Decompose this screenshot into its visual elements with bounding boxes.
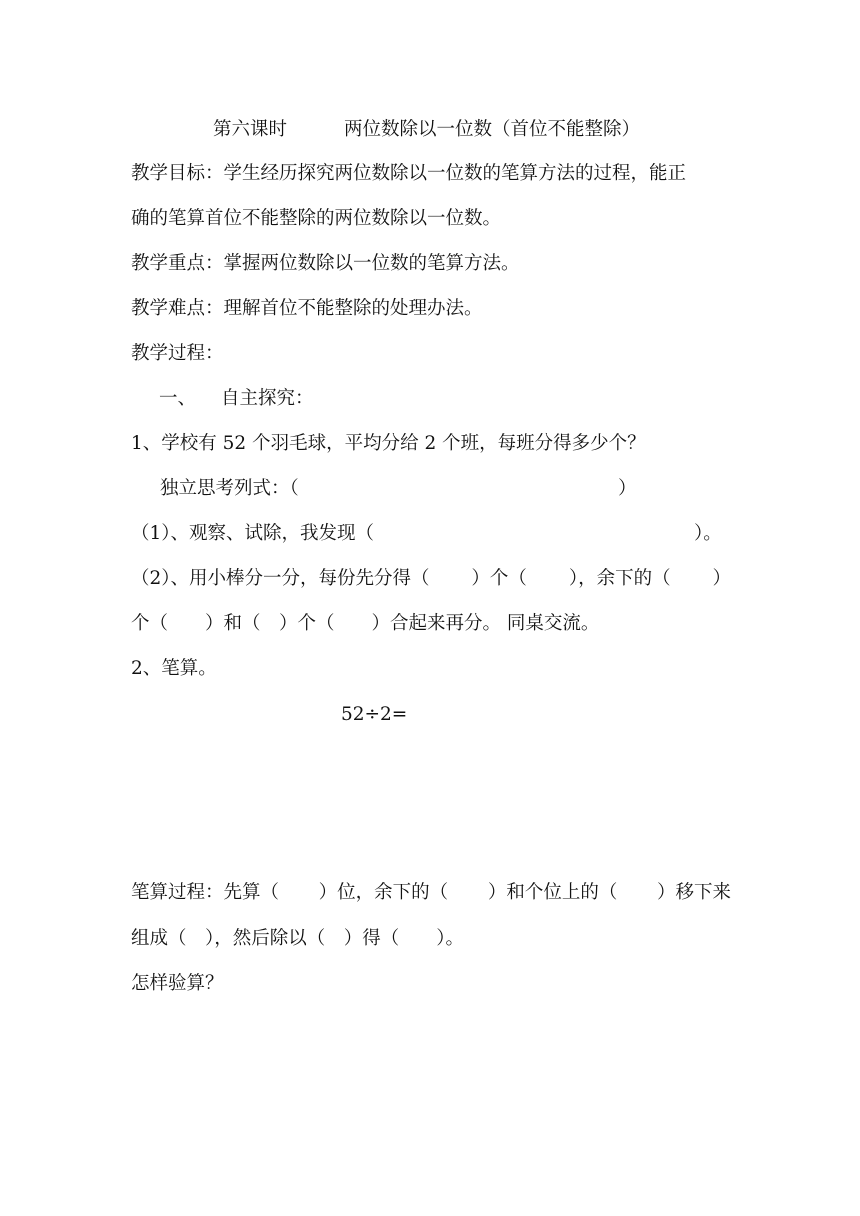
stick-part-3: ），余下的（: [568, 568, 671, 589]
section-title: 自主探究：: [221, 388, 314, 409]
lesson-label: 第六课时: [213, 119, 288, 140]
process-part-3: ）和个位上的（: [487, 882, 618, 903]
stick-part-4: ）: [712, 568, 731, 589]
stick-line-1: [131, 566, 731, 592]
problem-1-question: 1、学校有 52 个羽毛球，平均分给 2 个班，每班分得多少个？: [131, 433, 646, 454]
page-title: 两位数除以一位数（首位不能整除）: [344, 119, 641, 140]
stick-line-2: 个（ ）和（ ）个（ ）合起来再分。 同桌交流。: [131, 613, 600, 634]
stick-part-2: ）个（: [471, 568, 527, 589]
division-expression: 52÷2=: [341, 704, 408, 725]
observe-close: ）。: [694, 523, 722, 544]
process-part-1: 笔算过程：先算（: [131, 882, 280, 903]
section-number: 一、: [159, 388, 197, 409]
observe-label: （1）、观察、试除，我发现（: [131, 523, 375, 544]
difficulty: 教学难点：理解首位不能整除的处理办法。: [131, 298, 483, 319]
objective-line-1: 教学目标：学生经历探究两位数除以一位数的笔算方法的过程，能正: [131, 163, 687, 184]
stick-part-1: （2）、用小棒分一分，每份先分得（: [131, 568, 430, 589]
process-part-4: ）移下来: [656, 882, 731, 903]
process-part-2: ）位，余下的（: [318, 882, 449, 903]
process-line-2: 组成（ ），然后除以（ ）得（ ）。: [131, 928, 465, 949]
problem-2-label: 2、笔算。: [131, 658, 217, 679]
check-question: 怎样验算？: [131, 973, 224, 994]
process-label: 教学过程：: [131, 343, 224, 364]
objective-line-2: 确的笔算首位不能整除的两位数除以一位数。: [131, 208, 502, 229]
formula-label: 独立思考列式：（: [160, 478, 299, 499]
process-line-1: [131, 880, 731, 906]
key-point: 教学重点：掌握两位数除以一位数的笔算方法。: [131, 253, 520, 274]
formula-close-paren: ）: [618, 478, 637, 499]
